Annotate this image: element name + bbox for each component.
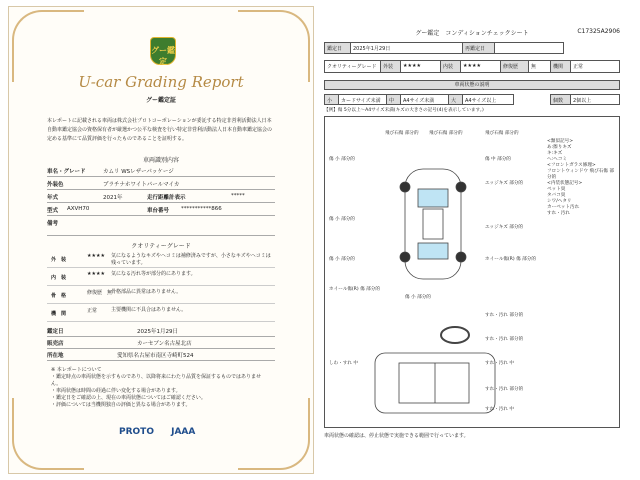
emblem-text: グー鑑定 bbox=[151, 46, 175, 66]
grade-row bbox=[324, 60, 620, 73]
addr-label: 所在地 bbox=[47, 353, 64, 359]
damage-label: すれ・汚れ 中 bbox=[485, 361, 515, 366]
condition-text: 骨格部品に異常はありません。 bbox=[111, 289, 182, 295]
logos bbox=[119, 427, 209, 437]
damage-label: 傷 小 部分的 bbox=[329, 217, 355, 222]
odo-label: 走行距離計表示 bbox=[147, 195, 186, 201]
row-remarks bbox=[47, 215, 275, 236]
condition-frame bbox=[47, 286, 275, 304]
row-year bbox=[47, 189, 275, 203]
row-type bbox=[47, 202, 275, 216]
color-label: 外装色 bbox=[47, 182, 64, 188]
repair-label: 修復歴 bbox=[501, 61, 529, 72]
legend-line: タバコ臭 bbox=[547, 193, 566, 198]
row-address bbox=[47, 347, 275, 361]
condition-stars: ★★★★ bbox=[87, 271, 105, 277]
condition-exterior bbox=[47, 250, 275, 268]
condition-text: 気になる汚れ等が部分的にあります。 bbox=[111, 271, 196, 277]
section-basic: 車両識別内容 bbox=[142, 157, 179, 164]
grading-certificate bbox=[8, 6, 314, 474]
note-line: ※ 本レポートについて bbox=[51, 367, 102, 373]
legend-line: <フロントガラス修理> bbox=[547, 163, 596, 168]
sheet-title: グー鑑定 コンディションチェックシート bbox=[415, 30, 529, 37]
damage-label: 傷 中 部分的 bbox=[485, 157, 511, 162]
legend-line: <類似記号> bbox=[547, 139, 574, 144]
legend-line: シワ/ヘタリ bbox=[547, 199, 572, 204]
ornament-top-right bbox=[238, 10, 310, 82]
addr-value: 愛知県名古屋市南区寺崎町524 bbox=[117, 353, 194, 359]
year-value: 2021年 bbox=[103, 195, 123, 201]
row-color bbox=[47, 176, 275, 190]
row-car bbox=[47, 163, 275, 177]
size-desc: A4サイズ未満 bbox=[401, 95, 449, 104]
condition-label: 骨 格 bbox=[51, 293, 67, 299]
ext-value: ★★★★ bbox=[401, 61, 441, 72]
symbol-legend bbox=[547, 139, 617, 217]
type-label: 型式 bbox=[47, 208, 59, 214]
damage-label: すれ・汚れ 部分的 bbox=[485, 313, 524, 318]
damage-diagram bbox=[324, 116, 620, 428]
engine-value: 正常 bbox=[573, 64, 584, 70]
condition-label: 外 装 bbox=[51, 257, 67, 263]
damage-label: すれ・汚れ 部分的 bbox=[485, 337, 524, 342]
car-label: 車名・グレード bbox=[47, 169, 86, 175]
date-value: 2025年1月29日 bbox=[351, 43, 463, 53]
int-label: 内装 bbox=[441, 61, 461, 72]
condition-label: 内 装 bbox=[51, 275, 67, 281]
section-quality: クオリティーグレード bbox=[131, 243, 191, 250]
damage-label: すれ・汚れ 部分的 bbox=[485, 387, 524, 392]
jaaa-logo: JAAA bbox=[171, 427, 196, 437]
condition-stars: ★★★★ bbox=[87, 253, 105, 259]
proto-logo: PROTO bbox=[119, 427, 154, 437]
shop-value: カーセブン名古屋北店 bbox=[137, 341, 192, 347]
count-value: 2個以上 bbox=[573, 98, 592, 104]
sheet-footer: 車両状態の確認は、停止状態で実施できる範囲で行っています。 bbox=[324, 433, 469, 439]
odo-value: ***** bbox=[231, 193, 245, 199]
size-label: 大 bbox=[449, 95, 463, 104]
ext-label: 外装 bbox=[381, 61, 401, 72]
vin-value: ***********866 bbox=[181, 206, 222, 212]
legend-line: あ:擦りキズ bbox=[547, 145, 572, 150]
note-line: ・鑑定日をご確認の上、現在の車両状態についてはご確認ください。 bbox=[51, 395, 206, 401]
car-value: カムリ WSレザーパッケージ bbox=[103, 169, 174, 175]
grade-label: クオリティーグレード bbox=[325, 61, 381, 72]
legend-line: へ:ヘコミ bbox=[547, 157, 567, 162]
note-line: ・鑑定時点の車両状態を示すものであり、以降将来にわたり品質を保証するものではありません。 bbox=[51, 374, 262, 387]
goo-emblem-icon bbox=[150, 37, 176, 65]
certificate-title: U-car Grading Report bbox=[78, 73, 244, 91]
legend-note: 【例】傷 5分以上〜A4サイズ未満(キズの大きさの記号(4)を表示しています。) bbox=[324, 108, 484, 113]
damage-label: ホイール傷(R) 傷 部分的 bbox=[329, 287, 380, 292]
size-desc: カードサイズ未満 bbox=[339, 95, 387, 104]
note-line: ・車両状態は時間の経過に伴い変化する場合があります。 bbox=[51, 388, 181, 394]
condition-engine bbox=[47, 304, 275, 322]
legend-line: カーペット汚れ bbox=[547, 205, 580, 210]
date-label: 鑑定日 bbox=[47, 329, 64, 335]
damage-label: 傷 小 部分的 bbox=[329, 257, 355, 262]
repair-value: 無 bbox=[529, 61, 551, 72]
damage-label: エッジキズ 部分的 bbox=[485, 225, 524, 230]
vin-label: 車台番号 bbox=[147, 208, 170, 214]
legend-line: <内装状態記号> bbox=[547, 181, 583, 186]
condition-check-sheet bbox=[324, 28, 620, 439]
damage-label: しわ・すれ 中 bbox=[329, 361, 359, 366]
certificate-heading: グー鑑定証 bbox=[145, 97, 176, 104]
engine-label: 機関 bbox=[551, 61, 571, 72]
size-label: 小 bbox=[325, 95, 339, 104]
year-label: 年式 bbox=[47, 195, 59, 201]
damage-label: エッジキズ 部分的 bbox=[485, 181, 524, 186]
condition-stars: 正常 bbox=[87, 308, 98, 314]
int-value: ★★★★ bbox=[461, 61, 501, 72]
legend-line: ペット臭 bbox=[547, 187, 566, 192]
condition-stars: 修復歴 無 bbox=[87, 290, 113, 296]
sheet-code: C17325A2906 bbox=[577, 28, 620, 35]
condition-text: 主要機関に不具合はありません。 bbox=[111, 307, 187, 313]
condition-interior bbox=[47, 268, 275, 286]
damage-label: 飛び石傷 部分的 bbox=[429, 131, 463, 136]
count-row bbox=[550, 94, 620, 105]
color-value: プラチナホワイトパールマイカ bbox=[103, 182, 180, 188]
damage-label: ホイール傷(R) 傷 部分的 bbox=[485, 257, 536, 262]
desc-title-text: 車両状態の説明 bbox=[454, 82, 490, 88]
date-value: 2025年1月29日 bbox=[137, 329, 178, 335]
condition-text: 気になるようなキズやヘコミは補修済みですが、小さなキズやヘコミは残っています。 bbox=[111, 253, 271, 266]
condition-label: 機 関 bbox=[51, 311, 67, 317]
desc-title bbox=[324, 80, 620, 90]
note-line: ・評価については当機関独自の評価と異なる場合があります。 bbox=[51, 402, 191, 408]
legend-line: すれ・汚れ bbox=[547, 211, 570, 216]
ornament-top-left bbox=[12, 10, 84, 82]
damage-label: 飛び石傷 部分的 bbox=[385, 131, 419, 136]
redate-label: 再鑑定日 bbox=[463, 43, 495, 53]
size-desc: A4サイズ以上 bbox=[465, 98, 497, 104]
legend-line: キ:キズ bbox=[547, 151, 563, 156]
damage-label: 飛び石傷 部分的 bbox=[485, 131, 519, 136]
count-label: 個数 bbox=[551, 95, 571, 104]
date-label: 鑑定日 bbox=[325, 43, 351, 53]
remarks-label: 備考 bbox=[47, 221, 59, 227]
size-label: 中 bbox=[387, 95, 401, 104]
damage-label: 傷 小 部分的 bbox=[405, 295, 431, 300]
certificate-intro: 本レポートに記載される車両は株式会社プロトコーポレーションが委託する特定非営利活動法人日本自動車鑑定協会の資格保有者が厳選かつ公平な検査を行い特定非営利活動法人日本自動車鑑定協会の定める基準にて品質評価を行ったものであることを証明する。 bbox=[47, 118, 273, 142]
shop-label: 販売店 bbox=[47, 341, 64, 347]
date-row bbox=[324, 42, 564, 54]
damage-label: 傷 小 部分的 bbox=[329, 157, 355, 162]
type-value: AXVH70 bbox=[67, 206, 90, 212]
damage-label: すれ・汚れ 中 bbox=[485, 407, 515, 412]
size-row bbox=[324, 94, 514, 105]
legend-line: フロントウィンドウ 飛び石傷 部分的 bbox=[547, 169, 614, 180]
notes bbox=[51, 367, 271, 409]
